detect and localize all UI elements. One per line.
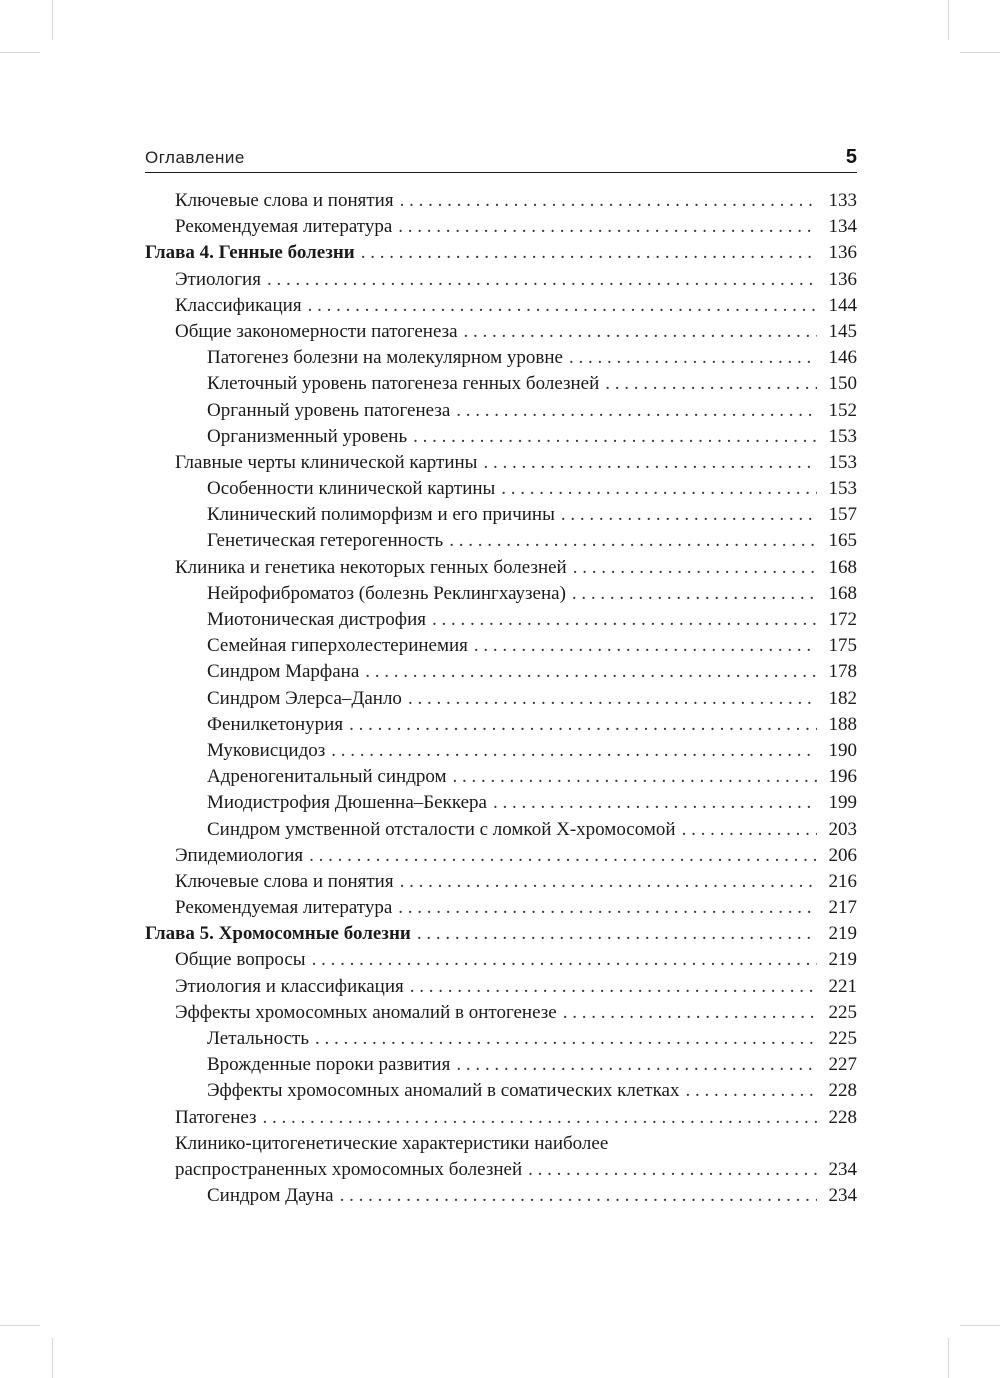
toc-entry-title: Главные черты клинической картины	[175, 451, 478, 473]
toc-entry-title: Эпидемиология	[175, 844, 304, 866]
dot-leader	[528, 1157, 817, 1183]
crop-mark	[0, 1325, 40, 1326]
table-of-contents	[145, 188, 857, 1209]
dot-leader	[349, 712, 817, 738]
toc-entry[interactable]	[145, 633, 857, 659]
toc-entry-title: Организменный уровень	[207, 425, 408, 447]
dot-leader	[474, 633, 817, 659]
toc-page-number: 228	[828, 1106, 857, 1128]
toc-page-number: 219	[828, 923, 857, 945]
toc-page-number: 206	[828, 844, 857, 866]
toc-page-number: 178	[828, 661, 857, 683]
dot-leader	[309, 843, 817, 869]
toc-entry[interactable]	[145, 1105, 857, 1131]
toc-page-number: 165	[828, 530, 857, 552]
crop-mark	[960, 52, 1000, 53]
toc-page-number: 228	[828, 1080, 857, 1102]
toc-page-number: 182	[828, 687, 857, 709]
toc-entry-title: Этиология	[175, 268, 261, 290]
dot-leader	[464, 319, 817, 345]
toc-page-number: 168	[828, 582, 857, 604]
toc-entry[interactable]	[145, 214, 857, 240]
toc-entry-title: Патогенез	[175, 1106, 257, 1128]
dot-leader	[308, 293, 817, 319]
toc-entry-title: Эффекты хромосомных аномалий в онтогенезе	[175, 1001, 557, 1023]
toc-entry[interactable]	[145, 1157, 857, 1183]
toc-entry[interactable]	[145, 712, 857, 738]
toc-entry-title: Синдром умственной отсталости с ломкой X-хромосомой	[207, 818, 676, 840]
dot-leader	[315, 1026, 817, 1052]
toc-entry[interactable]	[145, 502, 857, 528]
toc-page-number: 190	[828, 739, 857, 761]
toc-entry[interactable]	[145, 686, 857, 712]
dot-leader	[605, 371, 817, 397]
toc-entry[interactable]	[145, 1026, 857, 1052]
toc-entry-title: Фенилкетонурия	[207, 713, 344, 735]
dot-leader	[501, 476, 817, 502]
toc-entry-title: Генетическая гетерогенность	[207, 530, 444, 552]
toc-entry[interactable]	[145, 1052, 857, 1078]
dot-leader	[398, 214, 817, 240]
toc-entry-title: Семейная гиперхолестеринемия	[207, 635, 468, 657]
dot-leader	[456, 398, 817, 424]
toc-entry-title: Синдром Марфана	[207, 661, 360, 683]
dot-leader	[263, 1105, 817, 1131]
dot-leader	[267, 267, 817, 293]
dot-leader	[432, 607, 817, 633]
header-title: Оглавление	[145, 148, 245, 167]
toc-page-number: 225	[828, 1001, 857, 1023]
toc-entry-title: Синдром Элерса–Данло	[207, 687, 402, 709]
toc-entry-title: Клинический полиморфизм и его причины	[207, 504, 555, 526]
toc-entry-title: Особенности клинической картины	[207, 478, 496, 500]
toc-page-number: 136	[828, 242, 857, 264]
dot-leader	[456, 1052, 817, 1078]
toc-entry[interactable]	[145, 764, 857, 790]
dot-leader	[365, 659, 817, 685]
toc-entry-title: Ключевые слова и понятия	[175, 190, 394, 211]
dot-leader	[453, 764, 817, 790]
toc-page-number: 217	[828, 897, 857, 919]
toc-page-number: 199	[828, 792, 857, 814]
toc-entry[interactable]	[145, 371, 857, 397]
toc-entry[interactable]	[145, 267, 857, 293]
toc-chapter-entry[interactable]	[145, 240, 857, 266]
crop-mark	[52, 0, 53, 40]
toc-entry[interactable]	[145, 974, 857, 1000]
toc-entry[interactable]	[145, 817, 857, 843]
toc-page-number: 145	[828, 320, 857, 342]
toc-entry[interactable]	[145, 1183, 857, 1209]
toc-page-number: 133	[828, 190, 857, 211]
toc-entry[interactable]	[145, 528, 857, 554]
dot-leader	[340, 1183, 817, 1209]
toc-entry-title: Ключевые слова и понятия	[175, 870, 394, 892]
dot-leader	[561, 502, 817, 528]
toc-entry[interactable]	[145, 476, 857, 502]
toc-entry[interactable]	[145, 581, 857, 607]
toc-entry-title: Патогенез болезни на молекулярном уровне	[207, 347, 563, 369]
crop-mark	[948, 0, 949, 40]
toc-page-number: 203	[828, 818, 857, 840]
toc-page-number: 153	[828, 425, 857, 447]
toc-entry[interactable]	[145, 188, 857, 214]
toc-entry-title: Общие закономерности патогенеза	[175, 320, 458, 342]
toc-entry-title: Классификация	[175, 294, 302, 316]
toc-entry-title: Общие вопросы	[175, 949, 306, 971]
toc-page-number: 136	[828, 268, 857, 290]
page-number: 5	[845, 146, 857, 168]
toc-page-number: 227	[828, 1054, 857, 1076]
toc-page-number: 175	[828, 635, 857, 657]
dot-leader	[682, 817, 817, 843]
toc-entry-title: Клиника и генетика некоторых генных болезней	[175, 556, 567, 578]
dot-leader	[572, 581, 817, 607]
toc-entry[interactable]	[145, 1131, 857, 1157]
toc-entry-title: Рекомендуемая литература	[175, 216, 393, 238]
toc-entry-title: Летальность	[207, 1028, 310, 1049]
crop-mark	[52, 1338, 53, 1378]
toc-page-number: 146	[828, 347, 857, 369]
toc-entry-title: Клинико-цитогенетические характеристики наиболее	[175, 1132, 609, 1154]
toc-entry-title: Органный уровень патогенеза	[207, 399, 451, 421]
toc-entry[interactable]	[145, 869, 857, 895]
toc-page-number: 153	[828, 451, 857, 473]
dot-leader	[573, 555, 817, 581]
dot-leader	[312, 947, 817, 973]
toc-entry[interactable]	[145, 895, 857, 921]
toc-entry-title: Этиология и классификация	[175, 975, 404, 997]
toc-entry[interactable]	[145, 659, 857, 685]
toc-entry-title: Эффекты хромосомных аномалий в соматических клетках	[207, 1080, 680, 1102]
toc-entry[interactable]	[145, 843, 857, 869]
dot-leader	[398, 895, 817, 921]
dot-leader	[569, 345, 817, 371]
toc-page-number: 196	[828, 766, 857, 788]
toc-page-number: 219	[828, 949, 857, 971]
crop-mark	[960, 1325, 1000, 1326]
toc-entry[interactable]	[145, 1000, 857, 1026]
toc-page-number: 168	[828, 556, 857, 578]
running-header	[145, 146, 857, 173]
toc-entry-title: Адреногенитальный синдром	[207, 766, 447, 788]
toc-page-number: 152	[828, 399, 857, 421]
toc-entry[interactable]	[145, 555, 857, 581]
crop-mark	[948, 1338, 949, 1378]
toc-page-number: 157	[828, 504, 857, 526]
toc-page-number: 134	[828, 216, 857, 238]
toc-page-number: 225	[828, 1028, 857, 1049]
toc-page-number: 221	[828, 975, 857, 997]
toc-page-number: 216	[828, 870, 857, 892]
toc-entry[interactable]	[145, 450, 857, 476]
dot-leader	[449, 528, 817, 554]
toc-page-number: 234	[828, 1185, 857, 1207]
dot-leader	[408, 686, 817, 712]
toc-entry[interactable]	[145, 947, 857, 973]
dot-leader	[410, 974, 817, 1000]
toc-entry-title: Миодистрофия Дюшенна–Беккера	[207, 792, 487, 814]
dot-leader	[417, 921, 817, 947]
crop-mark	[0, 52, 40, 53]
toc-entry-title: Врожденные пороки развития	[207, 1054, 451, 1076]
toc-page-number: 172	[828, 609, 857, 630]
dot-leader	[685, 1078, 817, 1104]
toc-entry-title: Глава 5. Хромосомные болезни	[145, 923, 411, 945]
toc-page-number: 234	[828, 1158, 857, 1180]
toc-page-number: 150	[828, 373, 857, 395]
dot-leader	[400, 869, 817, 895]
toc-entry-title: распространенных хромосомных болезней	[175, 1158, 523, 1180]
toc-page-number: 153	[828, 478, 857, 500]
toc-entry-title: Нейрофиброматоз (болезнь Реклингхаузена)	[207, 582, 566, 604]
toc-entry[interactable]	[145, 345, 857, 371]
toc-entry-title: Глава 4. Генные болезни	[145, 242, 355, 264]
toc-page-number: 144	[828, 294, 857, 316]
toc-entry-title: Муковисцидоз	[207, 739, 326, 761]
dot-leader	[400, 188, 817, 214]
dot-leader	[563, 1000, 817, 1026]
dot-leader	[483, 450, 817, 476]
toc-entry[interactable]	[145, 424, 857, 450]
toc-entry[interactable]	[145, 738, 857, 764]
toc-entry-title: Синдром Дауна	[207, 1185, 334, 1207]
toc-entry[interactable]	[145, 607, 857, 633]
toc-page-number: 188	[828, 713, 857, 735]
toc-chapter-entry[interactable]	[145, 921, 857, 947]
toc-entry-title: Клеточный уровень патогенеза генных болезней	[207, 373, 600, 395]
dot-leader	[331, 738, 817, 764]
toc-entry[interactable]	[145, 319, 857, 345]
toc-entry[interactable]	[145, 293, 857, 319]
toc-entry-title: Миотоническая дистрофия	[207, 609, 426, 630]
dot-leader	[361, 240, 817, 266]
toc-entry[interactable]	[145, 398, 857, 424]
toc-entry[interactable]	[145, 790, 857, 816]
toc-entry-title: Рекомендуемая литература	[175, 897, 393, 919]
dot-leader	[413, 424, 817, 450]
dot-leader	[493, 790, 817, 816]
toc-entry[interactable]	[145, 1078, 857, 1104]
